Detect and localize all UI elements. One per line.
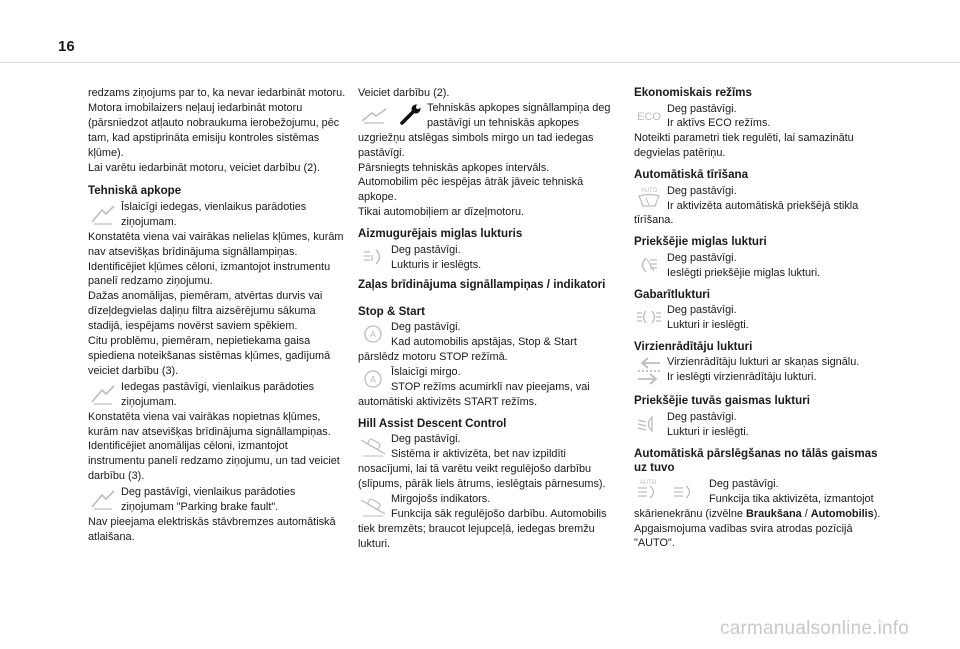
eco-text: Deg pastāvīgi. Ir aktīvs ECO režīms. Noteikti parametri tiek regulēti, lai samazinātu degvielas patēriņu. xyxy=(634,102,854,160)
maintenance-3-status: Deg pastāvīgi, vienlaikus parādoties ziņojumam "Parking brake fault". xyxy=(121,486,296,514)
dipped-beam-icon xyxy=(634,410,664,438)
eco-icon xyxy=(634,102,664,130)
auto-high-beam-icon-label: AUTO xyxy=(639,479,657,486)
heading-eco: Ekonomiskais režīms xyxy=(634,86,752,99)
maintenance-2-status: Iedegas pastāvīgi, vienlaikus parādoties ziņojumam. xyxy=(121,380,315,408)
intro-text: redzams ziņojums par to, ka nevar iedarbināt motoru. Motora imobilaizers neļauj iedarbināt motoru (pārsniedzot atļauto nobraukuma ierobežojumu, pēc tam, kad apstiprināta emisiju kontroles sistēmas kļūme). Lai varētu iedarbināt motoru, veiciet darbību (2). xyxy=(88,87,346,174)
maintenance-3-body: Nav pieejama elektriskās stāvbremzes automātiskā atlaišana. xyxy=(88,515,336,543)
auto-wipe-entry xyxy=(634,184,892,229)
wrench-entry xyxy=(358,101,616,220)
stop-start-entry-1 xyxy=(358,320,616,365)
intro-text: Veiciet darbību (2). xyxy=(358,87,450,99)
hill-assist-1-text: Deg pastāvīgi. Sistēma ir aktivizēta, bet nav izpildīti nosacījumi, lai tā varētu veikt regulējošo darbību (slīpums, pārāk liels ātrums, ieslēgtais pārnesums). xyxy=(358,433,606,491)
header-divider xyxy=(0,62,960,63)
hill-assist-entry-1 xyxy=(358,432,616,492)
svg-text:A: A xyxy=(369,374,377,385)
heading-rear-fog: Aizmugurējais miglas lukturis xyxy=(358,227,523,241)
turn-signals-text: Virzienrādītāju lukturi ar skaņas signālu. Ir ieslēgti virzienrādītāju lukturi. xyxy=(667,356,860,384)
auto-wiper-icon-label: AUTO xyxy=(640,187,658,194)
menu-driving-label: Braukšana xyxy=(746,507,802,520)
auto-high-beam-icon xyxy=(634,477,706,505)
hill-assist-entry-2 xyxy=(358,492,616,552)
maintenance-warning-icon xyxy=(88,485,118,513)
auto-high-beam-text-1: Deg pastāvīgi. Funkcija tika aktivizēta, izmantojot skārienekrānu (izvēlne xyxy=(634,477,874,520)
page-number: 16 xyxy=(58,38,75,55)
wrench-icon xyxy=(358,101,424,129)
heading-side-lights: Gabarītlukturi xyxy=(634,287,711,301)
stop-start-icon xyxy=(358,365,388,393)
maintenance-warning-icon xyxy=(88,200,118,228)
dipped-beam-text: Deg pastāvīgi. Lukturi ir ieslēgti. xyxy=(667,410,749,438)
column-3 xyxy=(634,86,892,551)
maintenance-1-body: Konstatēta viena vai vairākas nelielas kļūmes, kurām nav atsevišķas brīdinājuma signāllampiņas. Identificējiet kļūmes cēloni, izmantojot instrumentu panelī redzamo ziņojumu. Dažas anomālijas, piemēram, atvērtas durvis vai dīzeļdegvielas daļiņu filtra aizsērējumu sākuma stadijā, iespējams novērst saviem spēkiem. Citu problēmu, piemēram, nepietiekama gaisa spiediena noteikšanas sistēmas kļūmes, gadījumā veiciet darbību (3). xyxy=(88,230,344,377)
front-fog-icon xyxy=(634,251,664,279)
wrench-text: Tehniskās apkopes signāllampiņa deg pastāvīgi un tehniskās apkopes uzgriežņu atslēgas simbols mirgo un tad iedegas pastāvīgi. Pārsniegts tehniskās apkopes intervāls. Automobilim pēc iespējas ātrāk jāveic tehniskā apkope. Tikai automobiļiem ar dīzeļmotoru. xyxy=(358,101,611,219)
auto-high-beam-separator: / xyxy=(801,507,811,520)
maintenance-entry-2 xyxy=(88,380,346,410)
stop-start-1-text: Deg pastāvīgi. Kad automobilis apstājas, Stop & Start pārslēdz motoru STOP režīmā. xyxy=(358,321,577,364)
heading-hill-assist: Hill Assist Descent Control xyxy=(358,416,507,430)
heading-green-indicators: Zaļas brīdinājuma signāllampiņas / indikatori xyxy=(358,278,606,292)
menu-vehicle-label: Automobilis xyxy=(810,507,874,520)
heading-front-fog: Priekšējie miglas lukturi xyxy=(634,235,767,249)
heading-turn-signals: Virzienrādītāju lukturi xyxy=(634,339,753,353)
watermark-text: carmanualsonline.info xyxy=(720,618,910,639)
auto-high-beam-text-3: ). Apgaismojuma vadības svira atrodas pozīcijā "AUTO". xyxy=(634,507,881,550)
stop-start-2-text: Īslaicīgi mirgo. STOP režīms acumirklī nav pieejams, vai automātiski aktivizēts START režīms. xyxy=(358,366,590,408)
rear-fog-icon xyxy=(358,243,388,271)
heading-auto-wipe: Automātiskā tīrīšana xyxy=(634,168,749,182)
stop-start-entry-2 xyxy=(358,365,616,410)
maintenance-entry-1 xyxy=(88,200,346,230)
maintenance-2-body: Konstatēta viena vai vairākas nopietnas kļūmes, kurām nav atsevišķas brīdinājuma signāllampiņas. Identificējiet anomālijas cēloni, izmantojot instrumentu panelī redzamo ziņojumu, un tad veiciet darbību (3). xyxy=(88,410,340,483)
eco-icon-label: ECO xyxy=(637,110,661,123)
column-1 xyxy=(88,86,346,545)
maintenance-entry-3 xyxy=(88,485,346,515)
heading-dipped-beam: Priekšējie tuvās gaismas lukturi xyxy=(634,394,810,408)
maintenance-warning-icon xyxy=(88,380,118,408)
rear-fog-entry xyxy=(358,243,616,273)
dipped-beam-entry xyxy=(634,410,892,440)
auto-high-beam-entry xyxy=(634,477,892,552)
auto-wipe-text: Deg pastāvīgi. Ir aktivizēta automātiskā priekšējā stikla tīrīšana. xyxy=(634,184,859,227)
maintenance-1-status: Īslaicīgi iedegas, vienlaikus parādoties ziņojumam. xyxy=(121,200,307,228)
eco-entry xyxy=(634,102,892,162)
column-2 xyxy=(358,86,616,552)
turn-signals-entry xyxy=(634,355,892,387)
side-lights-text: Deg pastāvīgi. Lukturi ir ieslēgti. xyxy=(667,304,749,332)
turn-signal-arrows-icon xyxy=(634,355,664,387)
heading-maintenance: Tehniskā apkope xyxy=(88,184,182,198)
heading-auto-high-beam: Automātiskā pārslēgšanas no tālās gaismas uz tuvo xyxy=(634,446,878,475)
side-lights-icon xyxy=(634,303,664,331)
hill-descent-icon xyxy=(358,432,388,460)
auto-wiper-icon xyxy=(634,184,664,212)
front-fog-entry xyxy=(634,251,892,281)
hill-descent-icon xyxy=(358,492,388,520)
stop-start-icon xyxy=(358,320,388,348)
svg-text:A: A xyxy=(369,329,377,340)
heading-stop-start: Stop & Start xyxy=(358,304,425,318)
rear-fog-text: Deg pastāvīgi. Lukturis ir ieslēgts. xyxy=(391,243,482,271)
front-fog-text: Deg pastāvīgi. Ieslēgti priekšējie miglas lukturi. xyxy=(667,251,821,279)
hill-assist-2-text: Mirgojošs indikators. Funkcija sāk regulējošo darbību. Automobilis tiek bremzēts; braucot lejupceļā, iedegas bremžu lukturi. xyxy=(358,493,607,550)
side-lights-entry xyxy=(634,303,892,333)
